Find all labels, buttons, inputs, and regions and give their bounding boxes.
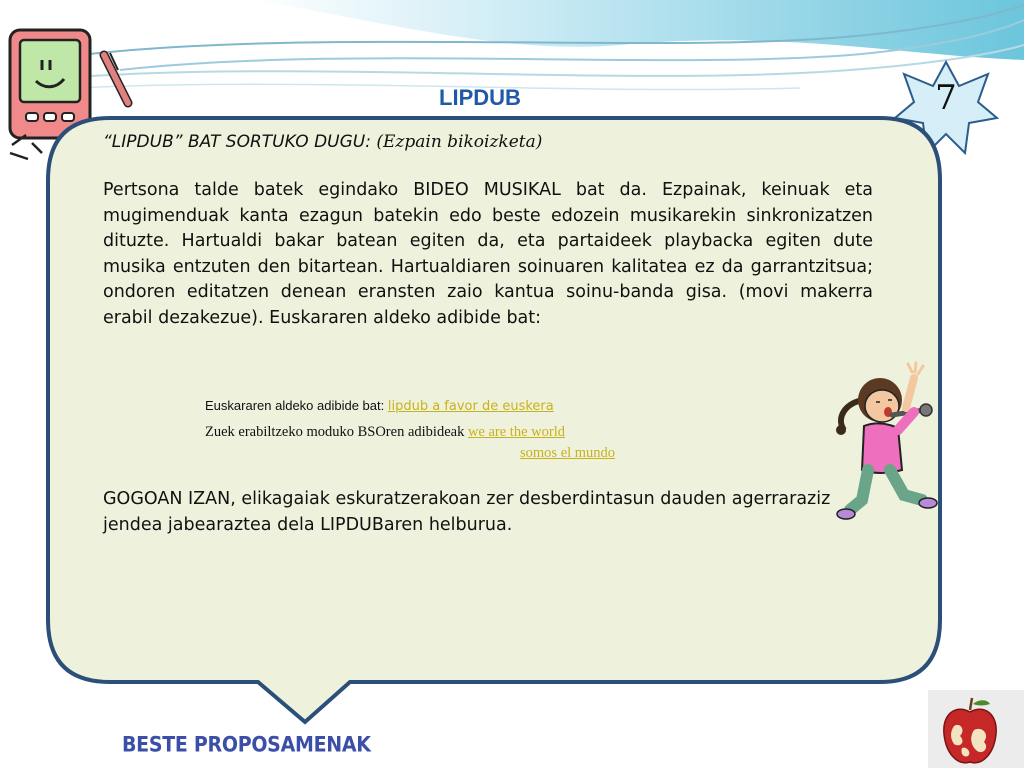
example-row [205, 397, 645, 416]
bso-row-2 [205, 444, 645, 462]
link-somos-el-mundo[interactable]: somos el mundo [520, 445, 616, 461]
slide-number: 7 [935, 78, 957, 118]
page-title: LIPDUB [439, 85, 521, 110]
example-prefix: Euskararen aldeko adibide bat: [205, 398, 385, 413]
bso-prefix: Zuek erabiltzeko moduko BSOren adibideak [205, 424, 465, 440]
bso-row [205, 423, 645, 441]
link-lipdub-euskera[interactable]: lipdub a favor de euskera [387, 399, 554, 414]
reminder-text: GOGOAN IZAN, elikagaiak eskuratzerakoan zer desberdintasun dauden agerraraziz jendea jabearaztea dela LIPDUBaren helburua. [103, 489, 831, 535]
description-paragraph: Pertsona talde batek egindako BIDEO MUSIKAL bat da. Ezpainak, keinuak eta mugimenduak kanta ezagun batekin edo beste edozein musikarekin sinkronizatzen dituzte. Hartualdi bakar batean egiten da, eta partaideek playbacka egiten dute musika entzuten den bitartean. Hartualdiaren soinuaren kalitatea ez da garrantzitsua; ondoren editatzen denean eransten zaio kantua soinu-banda gisa. (movi makerra erabil dezakezue). Euskararen aldeko adibide bat: [103, 180, 873, 328]
example-links [205, 397, 645, 469]
heading-subtitle: (Ezpain bikoizketa) [376, 132, 543, 152]
heading-main: “LIPDUB” BAT SORTUKO DUGU: [103, 132, 371, 152]
footer-section-label: BESTE PROPOSAMENAK [122, 732, 371, 758]
singing-girl-icon [832, 360, 952, 530]
content-body [103, 132, 873, 331]
apple-icon [940, 696, 1000, 768]
content-heading [103, 132, 873, 152]
link-we-are-the-world[interactable]: we are the world [467, 424, 565, 440]
